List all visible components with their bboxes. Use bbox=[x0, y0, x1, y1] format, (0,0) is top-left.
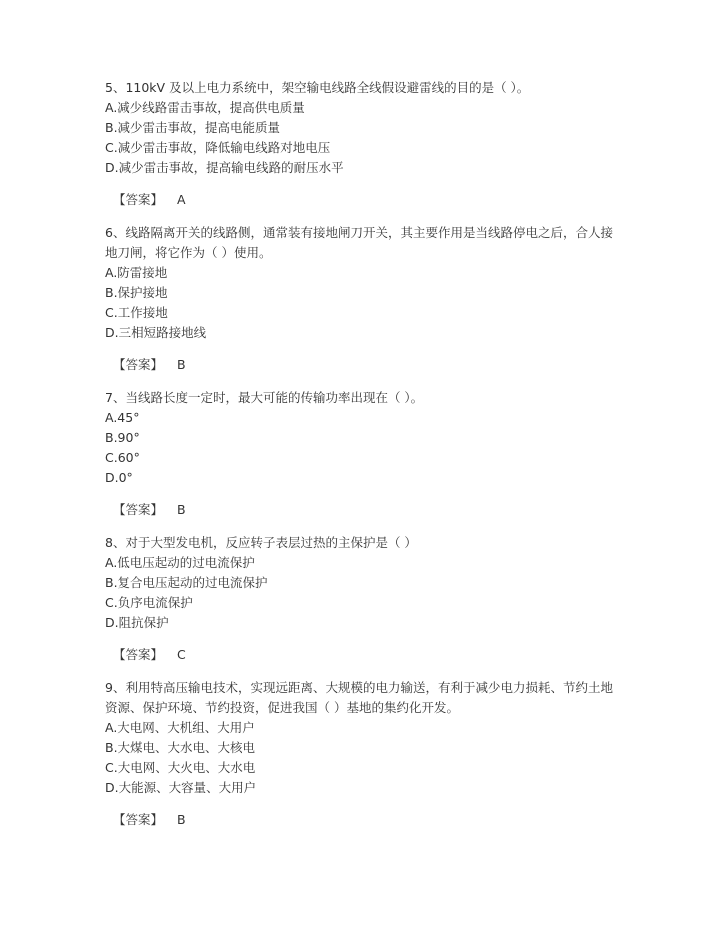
option-d: D.大能源、大容量、大用户 bbox=[105, 780, 257, 795]
option-b: B.减少雷击事故，提高电能质量 bbox=[105, 120, 281, 135]
answer-value: B bbox=[177, 502, 186, 517]
answer-line bbox=[105, 500, 625, 520]
option-b: B.90° bbox=[105, 430, 140, 445]
answer-label: 【答案】 bbox=[113, 357, 164, 372]
answer-value: B bbox=[177, 357, 186, 372]
answer-label: 【答案】 bbox=[113, 812, 164, 827]
answer-value: A bbox=[177, 192, 186, 207]
option-c: C.负序电流保护 bbox=[105, 595, 193, 610]
option-d: D.减少雷击事故，提高输电线路的耐压水平 bbox=[105, 160, 344, 175]
option-b: B.保护接地 bbox=[105, 285, 168, 300]
question-5 bbox=[105, 78, 625, 210]
question-stem: 6、线路隔离开关的线路侧，通常装有接地闸刀开关，其主要作用是当线路停电之后，合人接地刀闸，将它作为（ ）使用。 bbox=[105, 225, 613, 260]
answer-label: 【答案】 bbox=[113, 647, 164, 662]
option-a: A.减少线路雷击事故，提高供电质量 bbox=[105, 100, 305, 115]
question-stem: 9、利用特高压输电技术，实现远距离、大规模的电力输送，有利于减少电力损耗、节约土地资源、保护环境、节约投资，促进我国（ ）基地的集约化开发。 bbox=[105, 680, 613, 715]
question-6 bbox=[105, 223, 625, 375]
option-c: C.工作接地 bbox=[105, 305, 168, 320]
answer-line bbox=[105, 645, 625, 665]
answer-value: B bbox=[177, 812, 186, 827]
option-a: A.大电网、大机组、大用户 bbox=[105, 720, 255, 735]
option-a: A.防雷接地 bbox=[105, 265, 168, 280]
question-8 bbox=[105, 533, 625, 665]
answer-value: C bbox=[177, 647, 186, 662]
answer-label: 【答案】 bbox=[113, 192, 164, 207]
question-9 bbox=[105, 678, 625, 830]
option-c: C.大电网、大火电、大水电 bbox=[105, 760, 256, 775]
question-stem: 7、当线路长度一定时，最大可能的传输功率出现在（ ）。 bbox=[105, 390, 424, 405]
question-stem: 8、对于大型发电机，反应转子表层过热的主保护是（ ） bbox=[105, 535, 417, 550]
option-d: D.阻抗保护 bbox=[105, 615, 169, 630]
answer-line bbox=[105, 355, 625, 375]
answer-line bbox=[105, 190, 625, 210]
answer-label: 【答案】 bbox=[113, 502, 164, 517]
option-d: D.三相短路接地线 bbox=[105, 325, 207, 340]
option-c: C.减少雷击事故，降低输电线路对地电压 bbox=[105, 140, 331, 155]
option-d: D.0° bbox=[105, 470, 133, 485]
option-b: B.大煤电、大水电、大核电 bbox=[105, 740, 256, 755]
option-a: A.45° bbox=[105, 410, 140, 425]
question-7 bbox=[105, 388, 625, 520]
exam-page bbox=[105, 78, 625, 843]
option-a: A.低电压起动的过电流保护 bbox=[105, 555, 255, 570]
answer-line bbox=[105, 810, 625, 830]
option-b: B.复合电压起动的过电流保护 bbox=[105, 575, 268, 590]
option-c: C.60° bbox=[105, 450, 140, 465]
question-stem: 5、110kV 及以上电力系统中，架空输电线路全线假设避雷线的目的是（ ）。 bbox=[105, 80, 530, 95]
